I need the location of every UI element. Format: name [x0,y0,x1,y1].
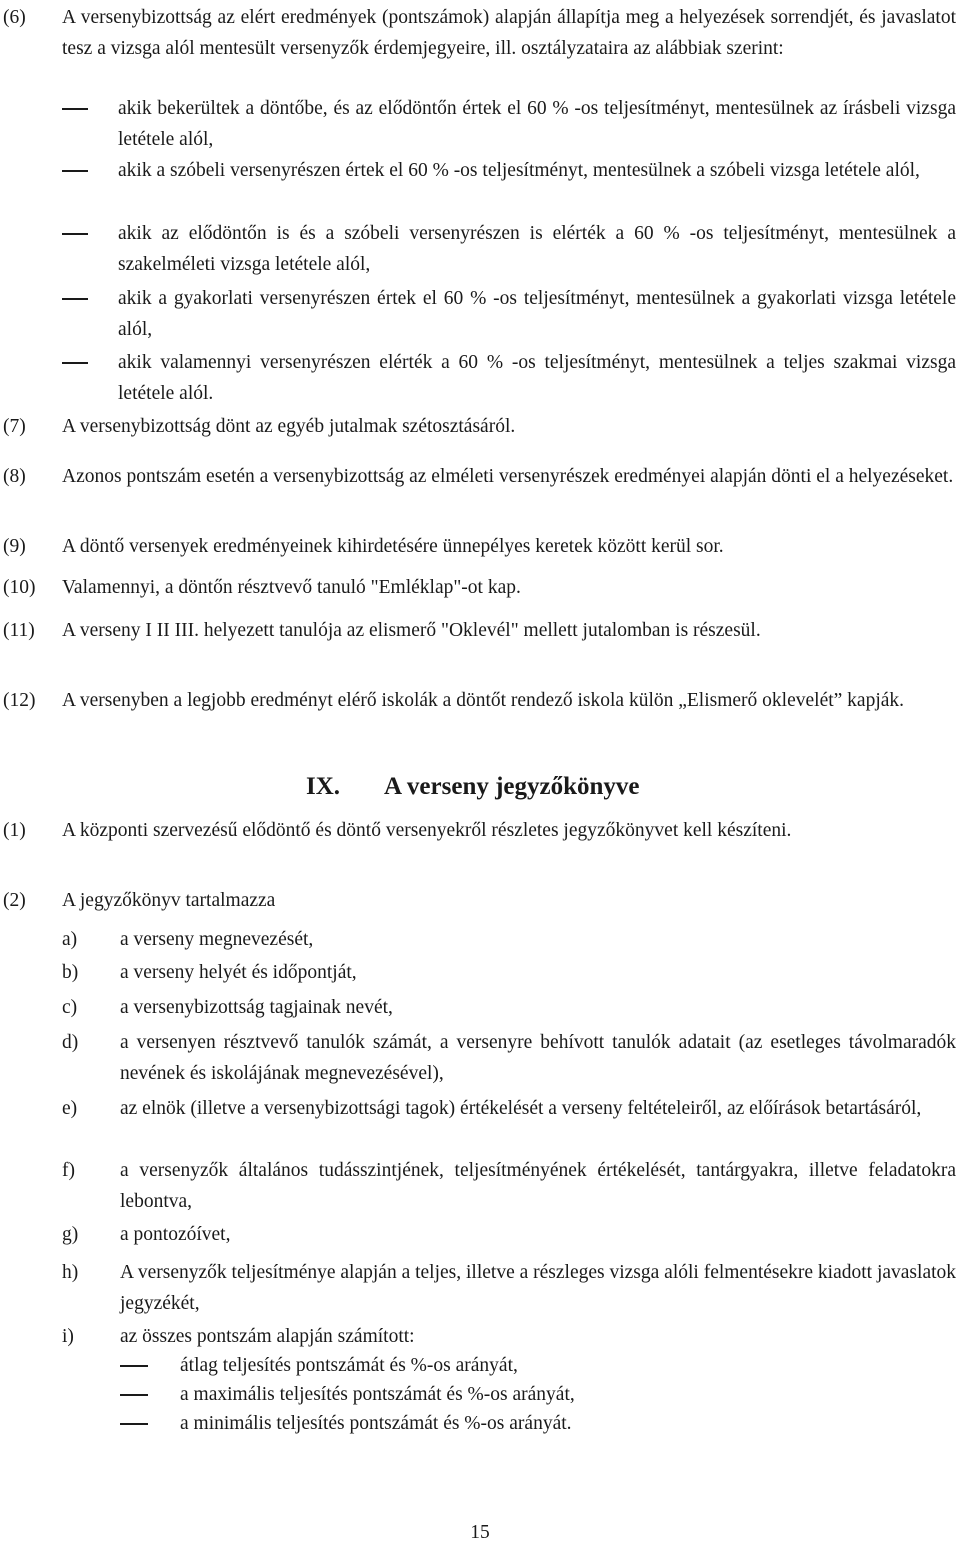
list-item-text: a versenyen résztvevő tanulók számát, a versenyre behívott tanulók adatait (az esetleges távolmaradók nevének és iskolájának megnevezésével), [120,1032,956,1084]
list-item-label: e) [62,1098,78,1119]
list-item-text: a verseny megnevezését, [120,929,314,950]
section-number: IX. [306,773,341,800]
paragraph-text: Azonos pontszám esetén a versenybizottság az elméleti versenyrészek eredményei alapján dönti el a helyezéseket. [62,466,954,487]
paragraph-text: A jegyzőkönyv tartalmazza [62,890,276,911]
list-item-text: az elnök (illetve a versenybizottsági tagok) értékelését a verseny feltételeiről, az előírások betartásáról, [120,1098,922,1119]
list-item-label: f) [62,1160,75,1181]
list-item-label: g) [62,1224,79,1245]
dash-bullet-icon [62,362,88,364]
list-item-text: átlag teljesítés pontszámát és %-os arányát, [180,1355,518,1376]
dash-bullet-icon [120,1394,148,1396]
paragraph-number: (9) [3,536,26,557]
paragraph-number: (8) [3,466,26,487]
paragraph-number: (1) [3,820,26,841]
list-item-label: c) [62,997,78,1018]
list-item-text: a minimális teljesítés pontszámát és %-os arányát. [180,1413,572,1434]
dash-bullet-icon [120,1365,148,1367]
list-item-text: a pontozóívet, [120,1224,231,1245]
paragraph-number: (7) [3,416,26,437]
dash-bullet-icon [62,108,88,110]
dash-bullet-icon [120,1423,148,1425]
list-item-text: A versenyzők teljesítménye alapján a teljes, illetve a részleges vizsga alóli felmentésekre kiadott javaslatok jegyzékét, [120,1262,957,1314]
list-item-label: h) [62,1262,79,1283]
list-item-text: akik az elődöntőn is és a szóbeli versenyrészen is elérték a 60 % -os teljesítményt, mentesülnek a szakelméleti vizsga letétele alól, [118,223,956,275]
paragraph-number: (2) [3,890,26,911]
paragraph-text: A döntő versenyek eredményeinek kihirdetésére ünnepélyes keretek között kerül sor. [62,536,724,557]
page-number: 15 [470,1522,490,1543]
section-title: A verseny jegyzőkönyve [384,773,640,800]
paragraph-number: (11) [3,620,35,641]
dash-bullet-icon [62,170,88,172]
paragraph-text: A versenyben a legjobb eredményt elérő iskolák a döntőt rendező iskola külön „Elismerő oklevelét” kapják. [62,690,905,711]
paragraph-number: (12) [3,690,36,711]
paragraph-number: (6) [3,7,26,28]
list-item-text: akik valamennyi versenyrészen elérték a 60 % -os teljesítményt, mentesülnek a teljes szakmai vizsga letétele alól. [118,352,956,404]
paragraph-text: A versenybizottság az elért eredmények (pontszámok) alapján állapítja meg a helyezések sorrendjét, és javaslatot tesz a vizsga alól mentesült versenyzők érdemjegyeire, ill. osztályzataira az alábbiak szerint: [62,7,956,59]
list-item-text: az összes pontszám alapján számított: [120,1326,415,1347]
list-item-text: a versenyzők általános tudásszintjének, teljesítményének értékelését, tantárgyakra, illetve feladatokra lebontva, [120,1160,956,1212]
paragraph-number: (10) [3,577,36,598]
list-item-text: a maximális teljesítés pontszámát és %-os arányát, [180,1384,575,1405]
list-item-text: a versenybizottság tagjainak nevét, [120,997,393,1018]
list-item-label: b) [62,962,79,983]
list-item-text: akik bekerültek a döntőbe, és az elődöntőn értek el 60 % -os teljesítményt, mentesülnek az írásbeli vizsga letétele alól, [118,98,956,150]
list-item-text: akik a szóbeli versenyrészen értek el 60 % -os teljesítményt, mentesülnek a szóbeli vizsga letétele alól, [118,160,920,181]
paragraph-text: Valamennyi, a döntőn résztvevő tanuló "Emléklap"-ot kap. [62,577,521,598]
list-item-text: akik a gyakorlati versenyrészen értek el 60 % -os teljesítményt, mentesülnek a gyakorlati vizsga letétele alól, [118,288,956,340]
list-item-label: a) [62,929,78,950]
paragraph-text: A verseny I II III. helyezett tanulója az elismerő "Oklevél" mellett jutalomban is részesül. [62,620,761,641]
dash-bullet-icon [62,233,88,235]
list-item-label: i) [62,1326,74,1347]
list-item-text: a verseny helyét és időpontját, [120,962,357,983]
paragraph-text: A központi szervezésű elődöntő és döntő versenyekről részletes jegyzőkönyvet kell készíteni. [62,820,792,841]
dash-bullet-icon [62,298,88,300]
paragraph-text: A versenybizottság dönt az egyéb jutalmak szétosztásáról. [62,416,516,437]
list-item-label: d) [62,1032,79,1053]
